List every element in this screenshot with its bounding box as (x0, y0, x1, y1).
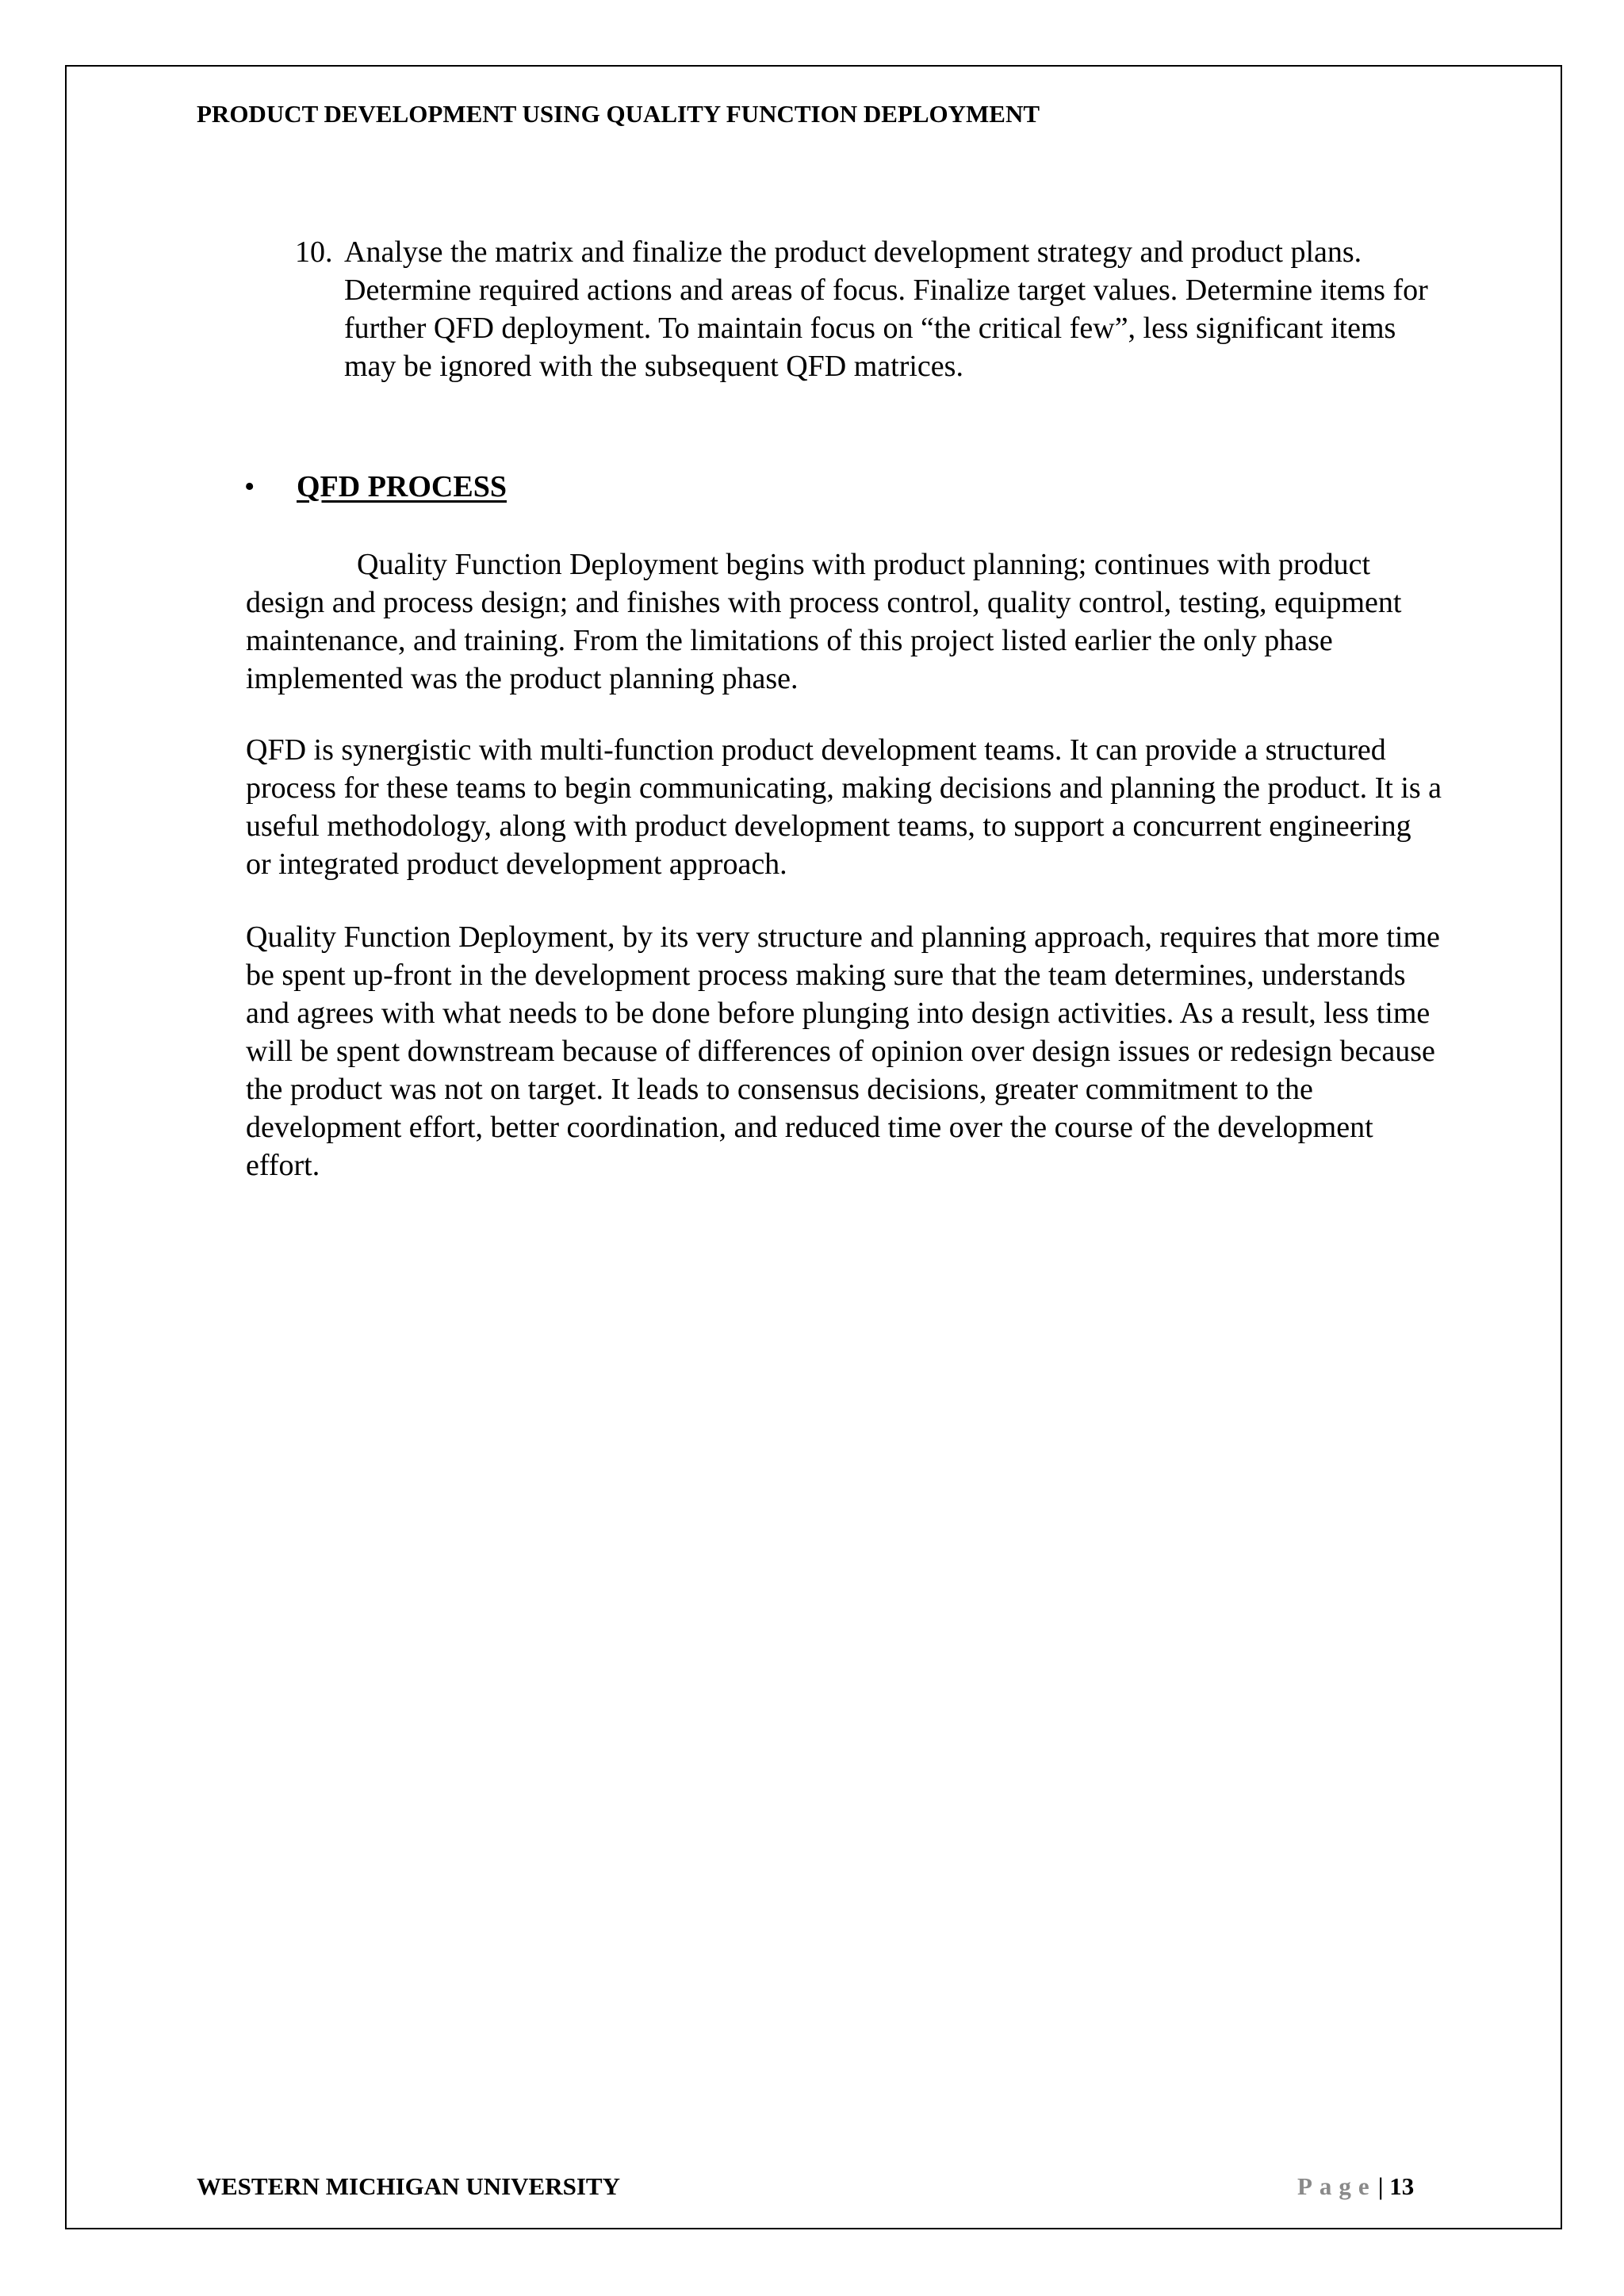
footer-university: WESTERN MICHIGAN UNIVERSITY (197, 2172, 620, 2200)
paragraph: Quality Function Deployment begins with product planning; continues with product design and process design; and finishes with process control, quality control, testing, equipment maintenance, and training. From the limitations of this project listed earlier the only phase implemented was the product planning phase. (246, 548, 1402, 695)
list-item-number: 10. (295, 235, 333, 269)
list-item-text: Analyse the matrix and finalize the product development strategy and product plans. Determine required actions and areas of focus. Finalize target values. Determine items for further QFD deployment. To maintain focus on “the critical few”, less significant items may be ignored with the subsequent QFD matrices. (344, 235, 1428, 383)
page-label: Page (1297, 2172, 1377, 2200)
section-heading (244, 468, 507, 506)
page-number: 13 (1389, 2172, 1415, 2200)
page-separator: | (1377, 2172, 1384, 2200)
bullet-icon: • (244, 470, 255, 503)
section-heading-text: QFD PROCESS (297, 470, 507, 503)
paragraph: Quality Function Deployment, by its very structure and planning approach, requires that more time be spent up-front in the development process making sure that the team determines, understands and agrees with what needs to be done before plunging into design activities. As a result, less time will be spent downstream because of differences of opinion over design issues or redesign because the product was not on target. It leads to consensus decisions, greater commitment to the development effort, better coordination, and reduced time over the course of the development effort. (246, 920, 1440, 1182)
running-header: PRODUCT DEVELOPMENT USING QUALITY FUNCTION DEPLOYMENT (197, 100, 1040, 128)
page-number-block (1297, 2172, 1414, 2201)
list-item (295, 233, 1445, 385)
paragraph: QFD is synergistic with multi-function product development teams. It can provide a structured process for these teams to begin communicating, making decisions and planning the product. It is a useful methodology, along with product development teams, to support a concurrent engineering or integrated product development approach. (246, 733, 1442, 881)
